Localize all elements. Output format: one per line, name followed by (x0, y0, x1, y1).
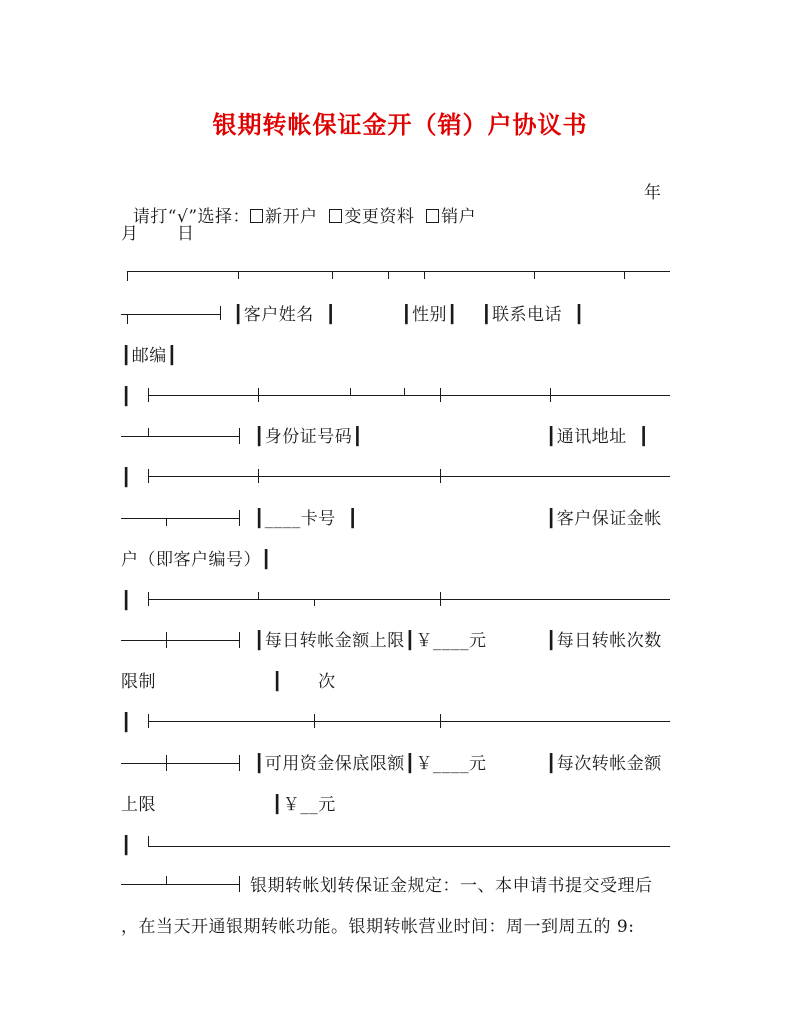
table-left-bar: ┃ (121, 387, 132, 407)
table-border-tick (440, 388, 441, 402)
table-border (148, 721, 670, 722)
table-row: ┃￥__元 (272, 795, 336, 815)
change-info-label: 变更资料 (344, 207, 415, 227)
table-border-tick (440, 469, 441, 483)
table-border-tick (258, 469, 259, 483)
table-border-tick (314, 599, 315, 606)
change-info-checkbox[interactable] (329, 209, 342, 223)
table-row: ┃每次转帐金额 (546, 754, 662, 774)
table-border (148, 846, 670, 847)
table-border-tick (440, 714, 441, 728)
table-border (121, 518, 239, 519)
table-border-tick (166, 876, 167, 884)
table-border-tick (166, 632, 167, 648)
new-account-checkbox[interactable] (250, 209, 263, 223)
table-border-tick (314, 714, 315, 728)
table-border-tick (624, 271, 625, 279)
table-row: ┃邮编┃ (121, 346, 178, 366)
table-border-tick (258, 388, 259, 402)
table-border-tick (220, 306, 221, 320)
table-border-tick (404, 388, 405, 395)
table-row: ┃客户保证金帐 (546, 509, 662, 529)
table-row: 户（即客户编号）┃ (121, 550, 272, 570)
table-row: ┃客户姓名 ┃ ┃性别┃ ┃联系电话 ┃ (233, 305, 585, 325)
table-border-tick (239, 876, 240, 892)
table-row: ┃每日转帐金额上限┃￥____元 (254, 631, 487, 651)
table-border-tick (148, 388, 149, 402)
document-title: 银期转帐保证金开（销）户协议书 (212, 110, 588, 139)
table-border-tick (550, 388, 551, 402)
table-border-tick (258, 592, 259, 599)
table-border-tick (127, 271, 128, 281)
table-border (121, 884, 239, 885)
table-left-bar: ┃ (121, 591, 132, 611)
rules-paragraph: 银期转帐划转保证金规定：一、本申请书提交受理后 (250, 876, 653, 896)
table-border-tick (239, 510, 240, 526)
table-border-tick (238, 271, 239, 279)
table-border-tick (332, 271, 333, 279)
table-border-tick (239, 428, 240, 444)
table-left-bar: ┃ (121, 836, 132, 856)
table-border-tick (127, 314, 128, 324)
table-border-tick (239, 632, 240, 648)
table-border (121, 436, 239, 437)
table-row: ┃ 次 (272, 672, 336, 692)
table-border (121, 763, 239, 764)
table-row: 限制 (121, 672, 156, 692)
table-border-tick (148, 836, 149, 846)
table-border-tick (166, 755, 167, 771)
table-border (148, 476, 670, 477)
table-border-tick (166, 518, 167, 526)
table-left-bar: ┃ (121, 468, 132, 488)
table-border (127, 271, 670, 272)
year-label: 年 (644, 183, 662, 203)
rules-paragraph: ，在当天开通银期转帐功能。银期转帐营业时间：周一到周五的 9: (121, 917, 635, 937)
table-row: ┃每日转帐次数 (546, 631, 662, 651)
table-border-tick (440, 592, 441, 606)
table-row: ┃____卡号 ┃ (254, 509, 359, 529)
table-row: ┃通讯地址 ┃ (546, 427, 650, 447)
table-border-tick (424, 271, 425, 279)
table-border-tick (239, 755, 240, 771)
table-border (148, 395, 670, 396)
table-row: ┃身份证号码┃ (254, 427, 363, 447)
table-border-tick (148, 714, 149, 728)
day-label: 日 (177, 224, 195, 244)
table-border (121, 640, 239, 641)
table-border (121, 314, 221, 315)
table-border-tick (148, 469, 149, 483)
new-account-label: 新开户 (265, 207, 318, 227)
close-account-label: 销户 (441, 207, 477, 227)
month-label: 月 (121, 224, 139, 244)
table-border-tick (350, 388, 351, 395)
close-account-checkbox[interactable] (426, 209, 439, 223)
table-border-tick (148, 428, 149, 436)
selection-prompt: 请打“√”选择： (132, 207, 251, 227)
table-row: 上限 (121, 795, 156, 815)
table-border (148, 599, 670, 600)
table-border-tick (534, 271, 535, 279)
selection-line (121, 181, 476, 229)
table-row: ┃可用资金保底限额┃￥____元 (254, 754, 487, 774)
table-border-tick (148, 592, 149, 606)
table-border-tick (388, 271, 389, 279)
table-left-bar: ┃ (121, 713, 132, 733)
